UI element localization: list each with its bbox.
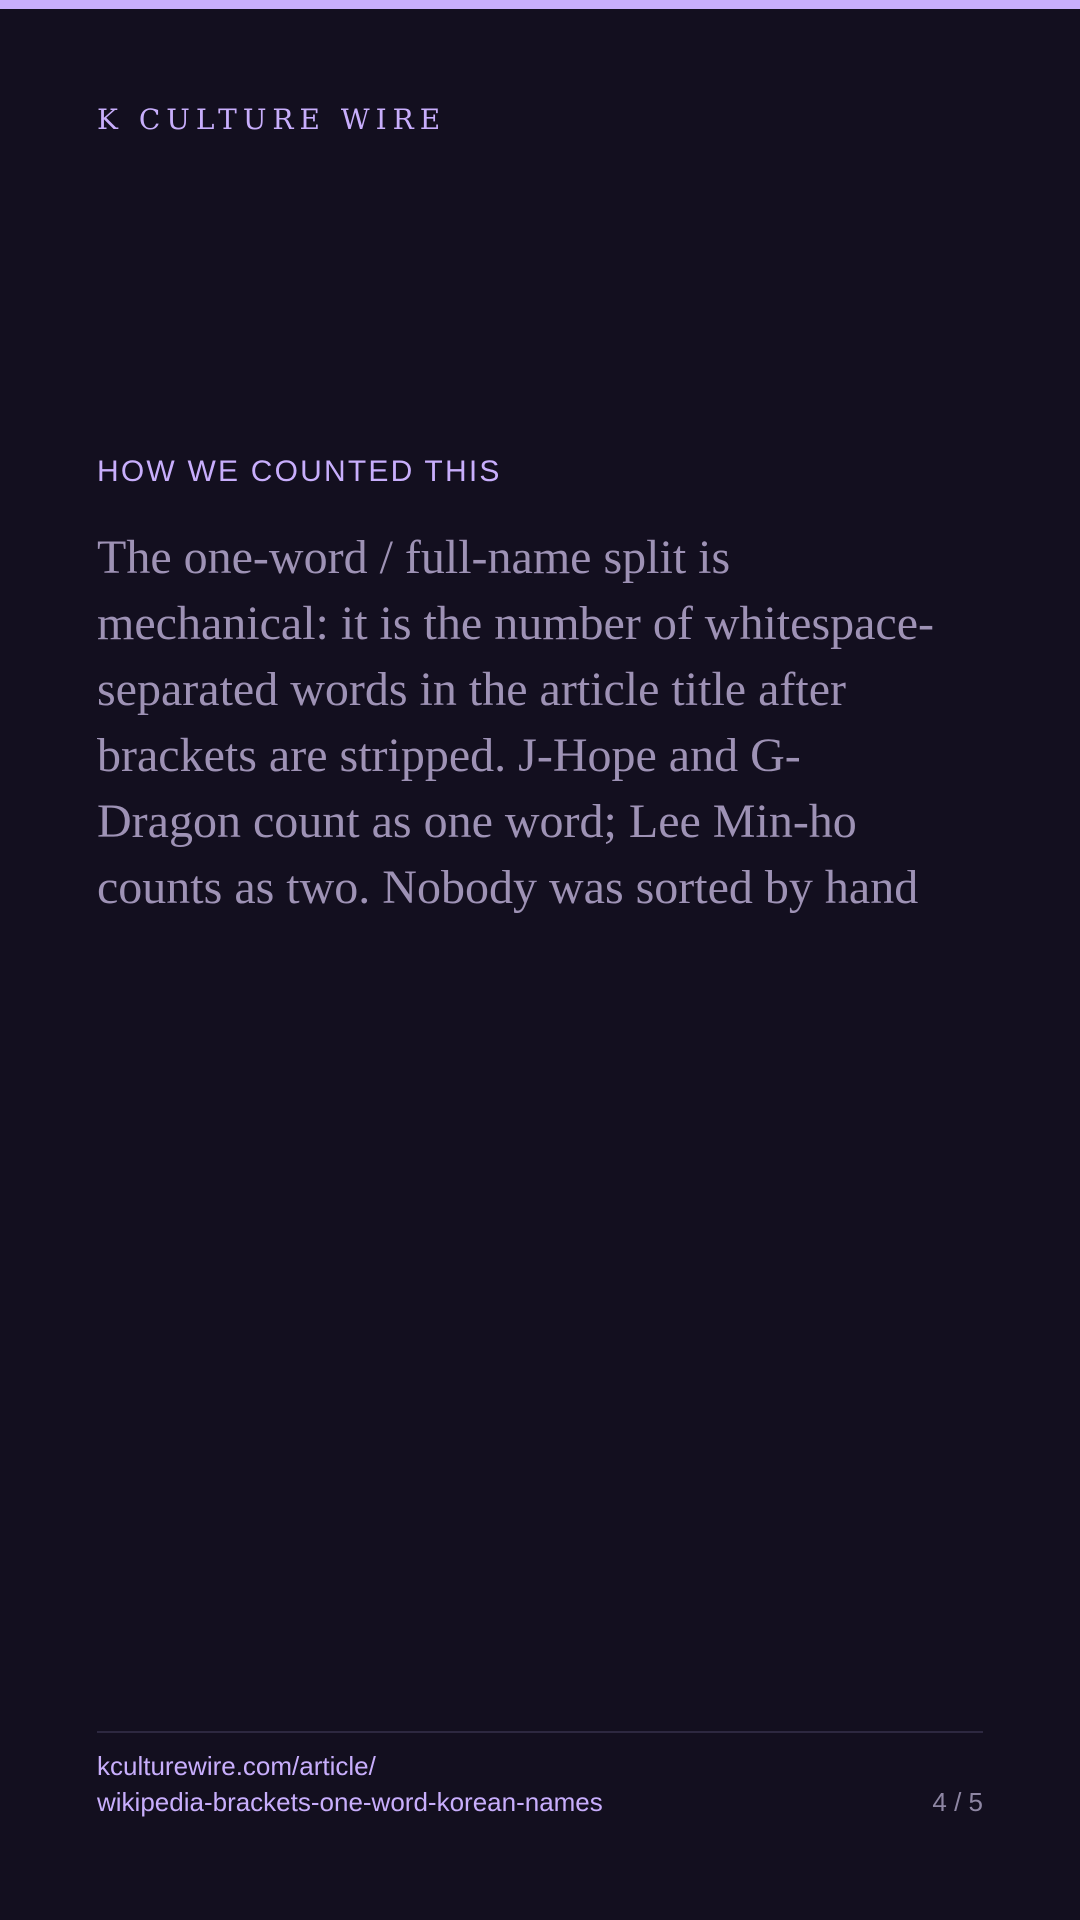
page-indicator: 4 / 5 xyxy=(932,1787,983,1817)
brand-wordmark: K CULTURE WIRE xyxy=(97,103,447,136)
section-label: HOW WE COUNTED THIS xyxy=(97,455,502,488)
accent-top-bar xyxy=(0,0,1080,9)
footer-divider xyxy=(97,1731,983,1733)
article-url-line-2: wikipedia-brackets-one-word-korean-names xyxy=(97,1787,603,1817)
article-url-line-1: kculturewire.com/article/ xyxy=(97,1751,376,1781)
article-url xyxy=(97,1748,603,1820)
section-body-text: The one-word / full-name split is mechanical: it is the number of whitespace-separated words in the article title after brackets are stripped. J-Hope and G-Dragon count as one word; Lee Min-ho counts as two. Nobody was sorted by hand xyxy=(97,531,935,914)
